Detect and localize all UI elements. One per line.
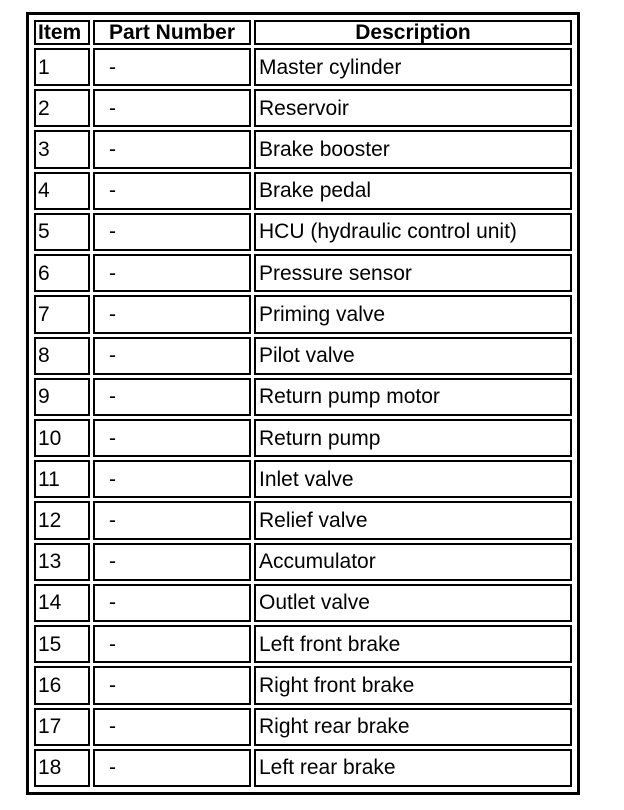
cell-item: 16 xyxy=(34,666,90,704)
cell-description: Right rear brake xyxy=(254,708,572,746)
cell-part-number: - xyxy=(93,172,251,210)
table-row xyxy=(34,666,572,704)
table-header-row xyxy=(34,20,572,45)
cell-item: 5 xyxy=(34,213,90,251)
cell-description: Master cylinder xyxy=(254,48,572,86)
cell-part-number: - xyxy=(93,543,251,581)
cell-part-number: - xyxy=(93,130,251,168)
cell-description: Priming valve xyxy=(254,295,572,333)
cell-part-number: - xyxy=(93,625,251,663)
parts-table-frame xyxy=(26,12,580,795)
cell-part-number: - xyxy=(93,460,251,498)
cell-description: Reservoir xyxy=(254,89,572,127)
table-row xyxy=(34,419,572,457)
header-part-number: Part Number xyxy=(93,20,251,45)
table-row xyxy=(34,213,572,251)
cell-item: 12 xyxy=(34,501,90,539)
cell-item: 9 xyxy=(34,378,90,416)
table-row xyxy=(34,130,572,168)
table-row xyxy=(34,543,572,581)
cell-description: Brake booster xyxy=(254,130,572,168)
cell-description: Left front brake xyxy=(254,625,572,663)
table-row xyxy=(34,254,572,292)
parts-table xyxy=(31,17,575,790)
cell-item: 3 xyxy=(34,130,90,168)
cell-part-number: - xyxy=(93,584,251,622)
cell-description: Return pump xyxy=(254,419,572,457)
cell-part-number: - xyxy=(93,213,251,251)
cell-item: 10 xyxy=(34,419,90,457)
cell-item: 4 xyxy=(34,172,90,210)
header-item: Item xyxy=(34,20,90,45)
cell-item: 6 xyxy=(34,254,90,292)
cell-description: Inlet valve xyxy=(254,460,572,498)
cell-part-number: - xyxy=(93,295,251,333)
cell-item: 15 xyxy=(34,625,90,663)
table-row xyxy=(34,378,572,416)
cell-description: Relief valve xyxy=(254,501,572,539)
cell-item: 8 xyxy=(34,337,90,375)
cell-item: 11 xyxy=(34,460,90,498)
cell-item: 2 xyxy=(34,89,90,127)
cell-item: 18 xyxy=(34,749,90,787)
cell-part-number: - xyxy=(93,501,251,539)
cell-description: Outlet valve xyxy=(254,584,572,622)
cell-part-number: - xyxy=(93,749,251,787)
cell-item: 14 xyxy=(34,584,90,622)
cell-description: HCU (hydraulic control unit) xyxy=(254,213,572,251)
cell-part-number: - xyxy=(93,378,251,416)
cell-part-number: - xyxy=(93,666,251,704)
cell-description: Return pump motor xyxy=(254,378,572,416)
cell-description: Right front brake xyxy=(254,666,572,704)
cell-part-number: - xyxy=(93,89,251,127)
cell-part-number: - xyxy=(93,419,251,457)
table-row xyxy=(34,625,572,663)
table-row xyxy=(34,749,572,787)
table-row xyxy=(34,295,572,333)
header-description: Description xyxy=(254,20,572,45)
cell-description: Left rear brake xyxy=(254,749,572,787)
cell-part-number: - xyxy=(93,254,251,292)
cell-description: Accumulator xyxy=(254,543,572,581)
table-row xyxy=(34,89,572,127)
table-row xyxy=(34,337,572,375)
cell-item: 17 xyxy=(34,708,90,746)
table-row xyxy=(34,501,572,539)
table-row xyxy=(34,48,572,86)
cell-part-number: - xyxy=(93,48,251,86)
cell-part-number: - xyxy=(93,708,251,746)
cell-item: 7 xyxy=(34,295,90,333)
table-row xyxy=(34,460,572,498)
table-row xyxy=(34,584,572,622)
table-row xyxy=(34,708,572,746)
cell-part-number: - xyxy=(93,337,251,375)
cell-description: Pilot valve xyxy=(254,337,572,375)
table-row xyxy=(34,172,572,210)
cell-description: Pressure sensor xyxy=(254,254,572,292)
cell-description: Brake pedal xyxy=(254,172,572,210)
cell-item: 13 xyxy=(34,543,90,581)
cell-item: 1 xyxy=(34,48,90,86)
